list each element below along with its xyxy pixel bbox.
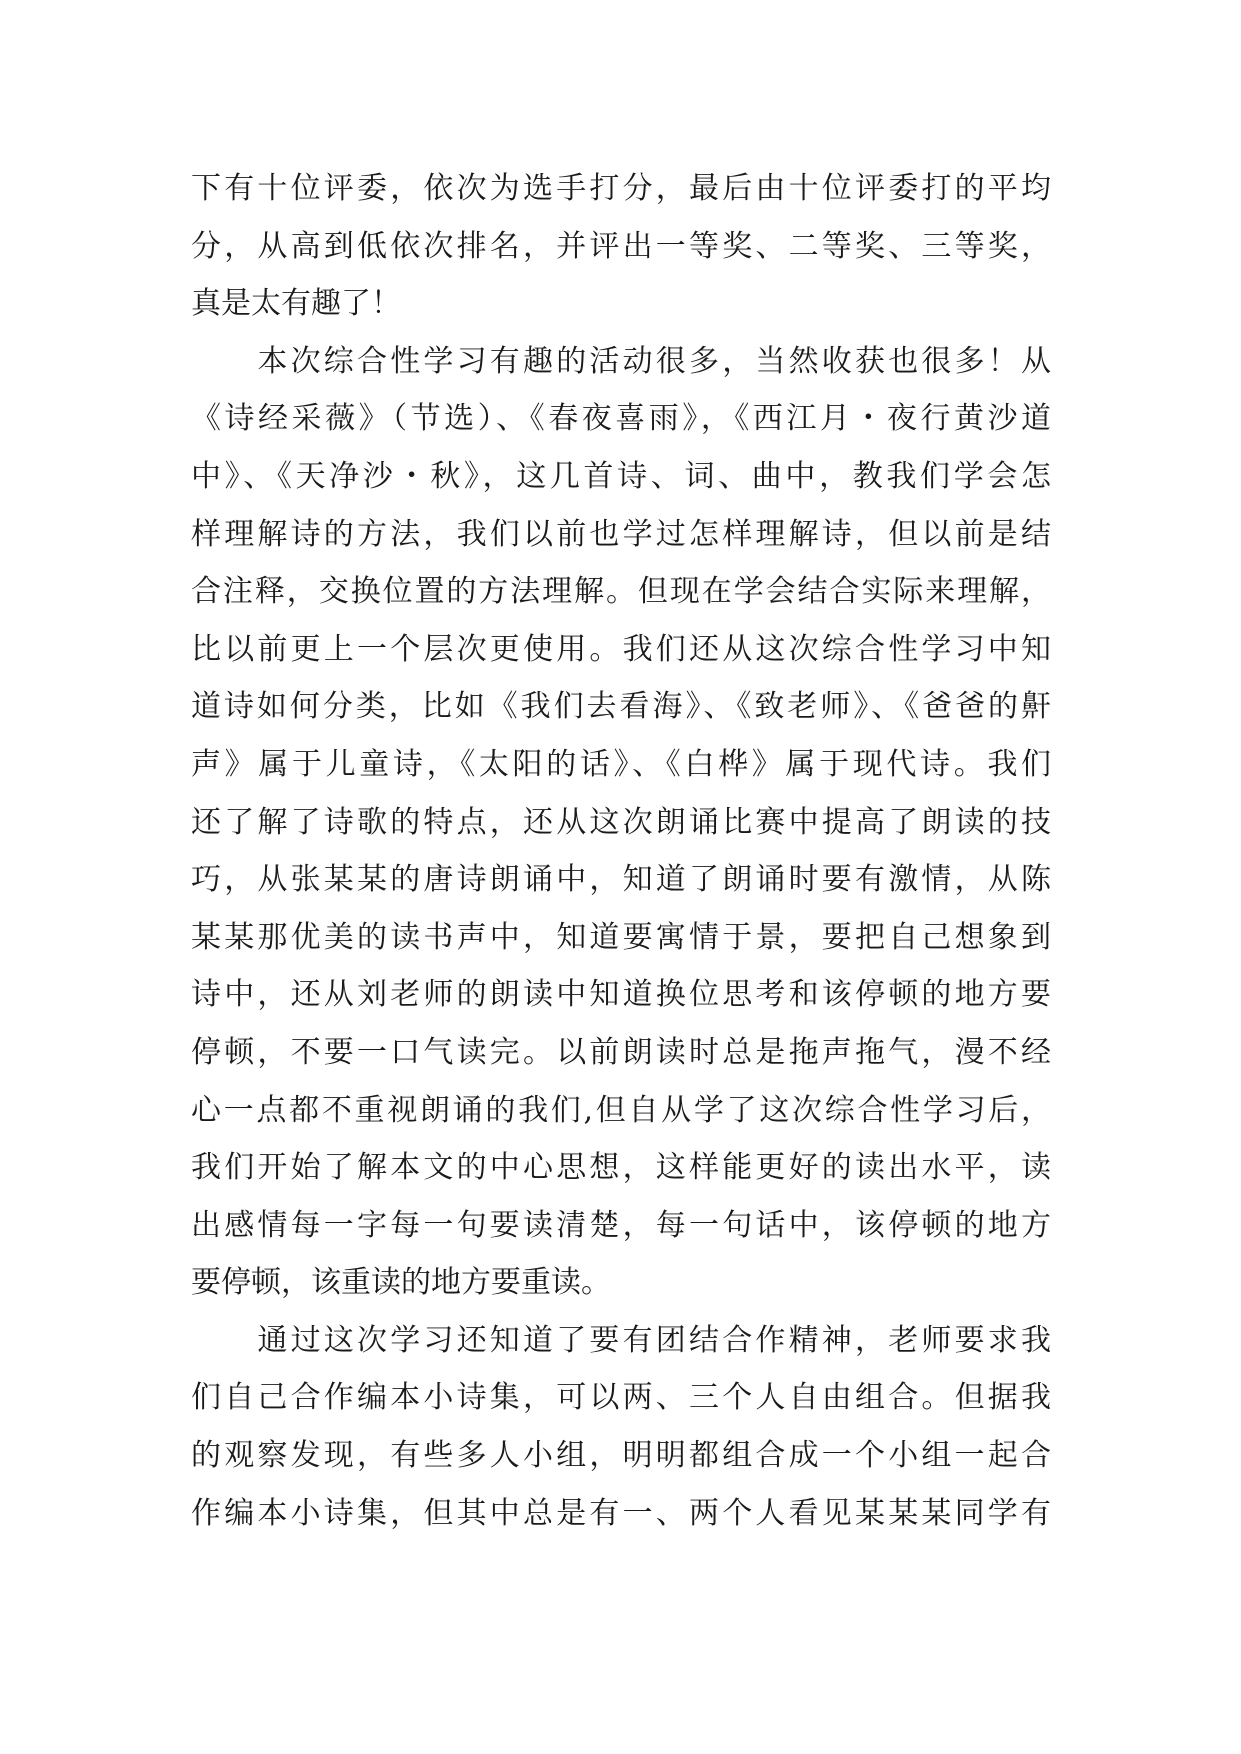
body-text	[191, 160, 1051, 1542]
text-line: 出感情每一字每一句要读清楚，每一句话中，该停顿的地方	[191, 1207, 1051, 1243]
text-line: 停顿，不要一口气读完。以前朗读时总是拖声拖气，漫不经	[191, 1034, 1051, 1070]
text-line: 我们开始了解本文的中心思想，这样能更好的读出水平，读	[191, 1150, 1051, 1186]
text-line: 要停顿，该重读的地方要重读。	[191, 1265, 611, 1301]
text-line: 通过这次学习还知道了要有团结合作精神，老师要求我	[191, 1322, 1051, 1358]
text-line: 诗中，还从刘老师的朗读中知道换位思考和该停顿的地方要	[191, 977, 1051, 1013]
text-line: 还了解了诗歌的特点，还从这次朗诵比赛中提高了朗读的技	[191, 804, 1051, 840]
text-line: 作编本小诗集，但其中总是有一、两个人看见某某某同学有	[191, 1495, 1051, 1531]
text-line: 的观察发现，有些多人小组，明明都组合成一个小组一起合	[191, 1438, 1051, 1474]
text-line: 《诗经采薇》（节选）、《春夜喜雨》，《西江月・夜行黄沙道	[191, 401, 1051, 437]
text-line: 们自己合作编本小诗集，可以两、三个人自由组合。但据我	[191, 1380, 1051, 1416]
text-line: 下有十位评委，依次为选手打分，最后由十位评委打的平均	[191, 171, 1051, 206]
text-line: 声》属于儿童诗，《太阳的话》、《白桦》属于现代诗。我们	[191, 746, 1051, 782]
text-line: 巧，从张某某的唐诗朗诵中，知道了朗诵时要有激情，从陈	[191, 862, 1051, 898]
text-line: 本次综合性学习有趣的活动很多，当然收获也很多！从	[191, 343, 1051, 379]
text-line: 真是太有趣了！	[191, 286, 401, 322]
text-line: 中》、《天净沙・秋》，这几首诗、词、曲中，教我们学会怎	[191, 458, 1051, 494]
text-line: 道诗如何分类，比如《我们去看海》、《致老师》、《爸爸的鼾	[191, 689, 1051, 725]
text-line: 合注释，交换位置的方法理解。但现在学会结合实际来理解，	[191, 574, 1051, 610]
text-line: 分，从高到低依次排名，并评出一等奖、二等奖、三等奖，	[191, 228, 1051, 264]
text-line: 比以前更上一个层次更使用。我们还从这次综合性学习中知	[191, 631, 1051, 667]
text-line: 某某那优美的读书声中，知道要寓情于景，要把自己想象到	[191, 919, 1051, 955]
text-line: 样理解诗的方法，我们以前也学过怎样理解诗，但以前是结	[191, 516, 1051, 552]
text-line: 心一点都不重视朗诵的我们,但自从学了这次综合性学习后，	[191, 1092, 1051, 1128]
